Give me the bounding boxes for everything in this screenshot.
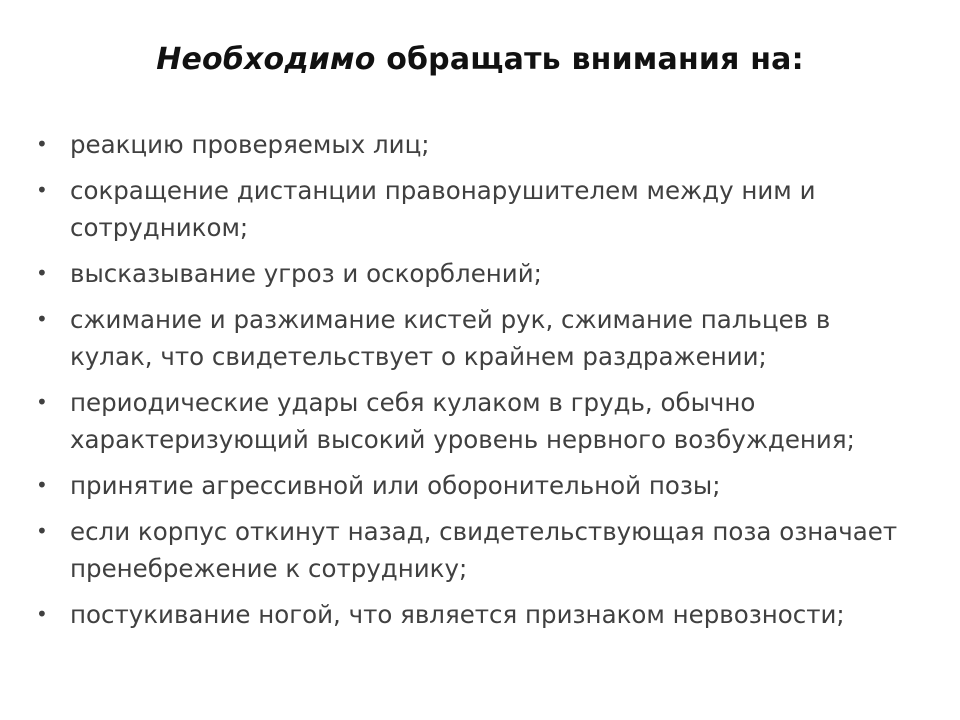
list-item-text: если корпус откинут назад, свидетельствующая поза означает пренебрежение к сотруднику; [70, 517, 898, 583]
list-item [0, 172, 960, 246]
list-item-text: реакцию проверяемых лиц; [70, 130, 430, 159]
list-item [0, 126, 960, 163]
list-item-text: периодические удары себя кулаком в грудь, обычно характеризующий высокий уровень нервного возбуждения; [70, 388, 855, 454]
list-item [0, 384, 960, 458]
bullet-list [0, 126, 960, 642]
bullet-icon: • [36, 602, 48, 626]
slide-title-rest: обращать внимания на: [375, 42, 804, 77]
list-item [0, 255, 960, 292]
list-item [0, 596, 960, 633]
list-item [0, 301, 960, 375]
bullet-icon: • [36, 519, 48, 543]
list-item [0, 513, 960, 587]
list-item-text: принятие агрессивной или оборонительной позы; [70, 471, 721, 500]
list-item [0, 467, 960, 504]
bullet-icon: • [36, 307, 48, 331]
list-item-text: постукивание ногой, что является признаком нервозности; [70, 600, 845, 629]
bullet-icon: • [36, 132, 48, 156]
slide-title [0, 42, 960, 77]
bullet-icon: • [36, 178, 48, 202]
list-item-text: сжимание и разжимание кистей рук, сжимание пальцев в кулак, что свидетельствует о крайнем раздражении; [70, 305, 831, 371]
list-item-text: сокращение дистанции правонарушителем между ним и сотрудником; [70, 176, 816, 242]
list-item-text: высказывание угроз и оскорблений; [70, 259, 542, 288]
bullet-icon: • [36, 390, 48, 414]
bullet-icon: • [36, 261, 48, 285]
slide-title-emphasis: Необходимо [156, 42, 376, 77]
bullet-icon: • [36, 473, 48, 497]
